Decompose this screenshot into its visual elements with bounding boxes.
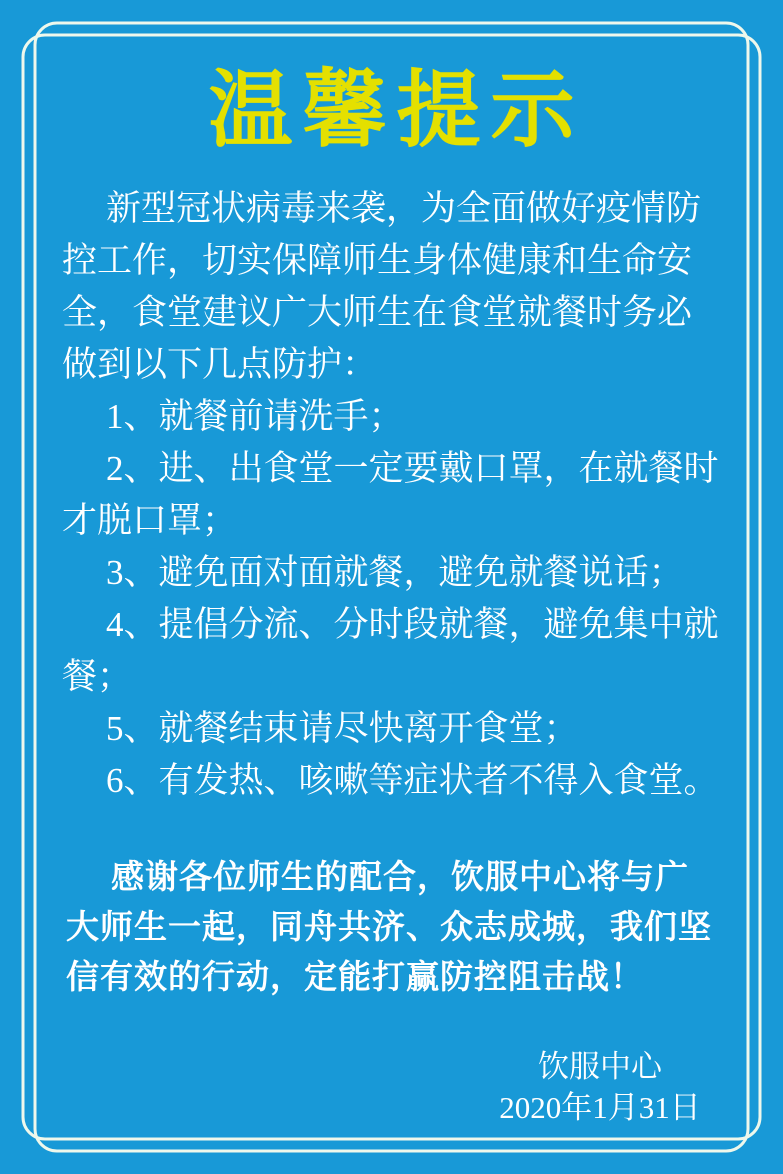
guideline-item-4: 4、提倡分流、分时段就餐，避免集中就餐； — [62, 605, 719, 696]
signature-name: 饮服中心 — [538, 1049, 662, 1084]
guideline-item-1: 1、就餐前请洗手； — [106, 397, 404, 436]
guideline-item-2: 2、进、出食堂一定要戴口罩，在就餐时才脱口罩； — [62, 449, 719, 540]
closing-paragraph: 感谢各位师生的配合，饮服中心将与广大师生一起，同舟共济、众志成城，我们坚信有效的行动，定能打赢防控阻击战！ — [66, 858, 712, 995]
notice-body — [62, 183, 720, 807]
guideline-item-5: 5、就餐结束请尽快离开食堂； — [106, 709, 579, 748]
signature-date: 2020年1月31日 — [499, 1090, 701, 1125]
poster-title: 温馨提示 — [208, 63, 585, 157]
guideline-item-6: 6、有发热、咳嗽等症状者不得入食堂。 — [106, 761, 719, 800]
intro-paragraph: 新型冠状病毒来袭，为全面做好疫情防控工作，切实保障师生身体健康和生命安全，食堂建议广大师生在食堂就餐时务必做到以下几点防护： — [62, 189, 702, 384]
signature-block — [455, 1046, 745, 1128]
guideline-item-3: 3、避免面对面就餐，避免就餐说话； — [106, 553, 684, 592]
